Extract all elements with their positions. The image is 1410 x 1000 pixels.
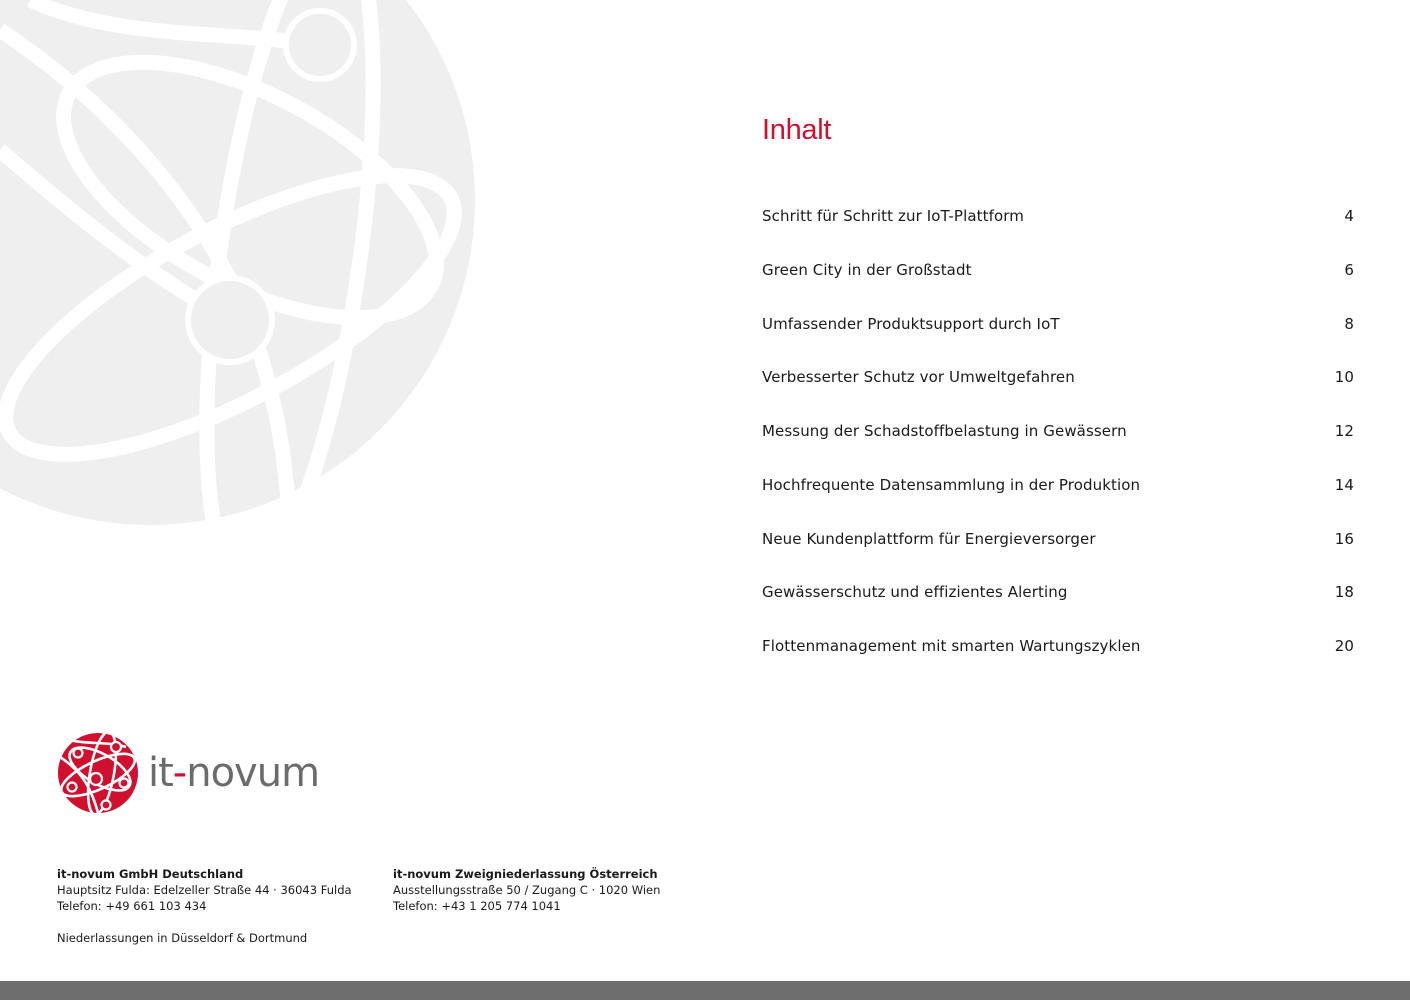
logo-wordmark-it: it [148, 750, 173, 796]
toc-item-title: Schritt für Schritt zur IoT-Plattform [762, 207, 1024, 225]
logo-node [102, 801, 111, 810]
address-austria-street: Ausstellungsstraße 50 / Zugang C · 1020 Wien [393, 883, 661, 897]
toc-list [762, 198, 1354, 682]
toc-item-page: 8 [1344, 314, 1354, 333]
toc-item-page: 6 [1344, 260, 1354, 279]
toc-item[interactable] [762, 574, 1354, 628]
logo-node [74, 749, 83, 758]
logo-wordmark [148, 750, 320, 796]
logo-wordmark-hyphen: - [172, 750, 187, 796]
toc-title: Inhalt [762, 114, 832, 146]
address-germany-street: Hauptsitz Fulda: Edelzeller Straße 44 · 36043 Fulda [57, 883, 352, 897]
address-austria [393, 866, 660, 914]
address-germany [57, 866, 352, 946]
toc-item-page: 12 [1334, 422, 1354, 440]
toc-item-page: 18 [1334, 583, 1354, 602]
address-germany-phone: Telefon: +49 661 103 434 [57, 899, 207, 913]
globe-node-center [188, 278, 272, 362]
logo-node [68, 783, 77, 792]
globe-node-top [286, 11, 354, 79]
toc-item-page: 16 [1334, 529, 1354, 548]
toc-item[interactable] [762, 413, 1354, 467]
company-logo [56, 731, 319, 815]
toc-item-title: Hochfrequente Datensammlung in der Produktion [762, 475, 1141, 494]
logo-node [111, 742, 121, 752]
toc-item-title: Messung der Schadstoffbelastung in Gewässern [762, 422, 1127, 440]
logo-wordmark-novum: novum [186, 750, 320, 796]
toc-item[interactable] [762, 306, 1354, 360]
bottom-bar [0, 981, 1410, 1000]
toc-item[interactable] [762, 252, 1354, 306]
toc-item[interactable] [762, 628, 1354, 682]
globe-icon [56, 731, 140, 815]
toc-item-title: Flottenmanagement mit smarten Wartungszyklen [762, 637, 1141, 655]
toc-item-title: Neue Kundenplattform für Energieversorger [762, 529, 1096, 548]
toc-item-title: Green City in der Großstadt [762, 260, 972, 279]
background-globe-graphic [0, 0, 480, 525]
address-austria-title: it-novum Zweigniederlassung Österreich [393, 867, 658, 881]
logo-node [120, 779, 129, 788]
address-austria-phone: Telefon: +43 1 205 774 1041 [393, 899, 561, 913]
toc-item[interactable] [762, 359, 1354, 413]
toc-item[interactable] [762, 467, 1354, 521]
toc-item-title: Gewässerschutz und effizientes Alerting [762, 583, 1068, 602]
address-germany-title: it-novum GmbH Deutschland [57, 867, 244, 881]
toc-item[interactable] [762, 521, 1354, 575]
address-germany-branches: Niederlassungen in Düsseldorf & Dortmund [57, 931, 308, 945]
toc-item-title: Umfassender Produktsupport durch IoT [762, 314, 1060, 333]
toc-item[interactable] [762, 198, 1354, 252]
logo-node [90, 773, 102, 785]
toc-item-page: 4 [1344, 207, 1354, 225]
toc-item-page: 14 [1334, 475, 1354, 494]
toc-item-title: Verbesserter Schutz vor Umweltgefahren [762, 368, 1075, 387]
toc-item-page: 20 [1334, 637, 1354, 655]
toc-item-page: 10 [1334, 368, 1354, 387]
